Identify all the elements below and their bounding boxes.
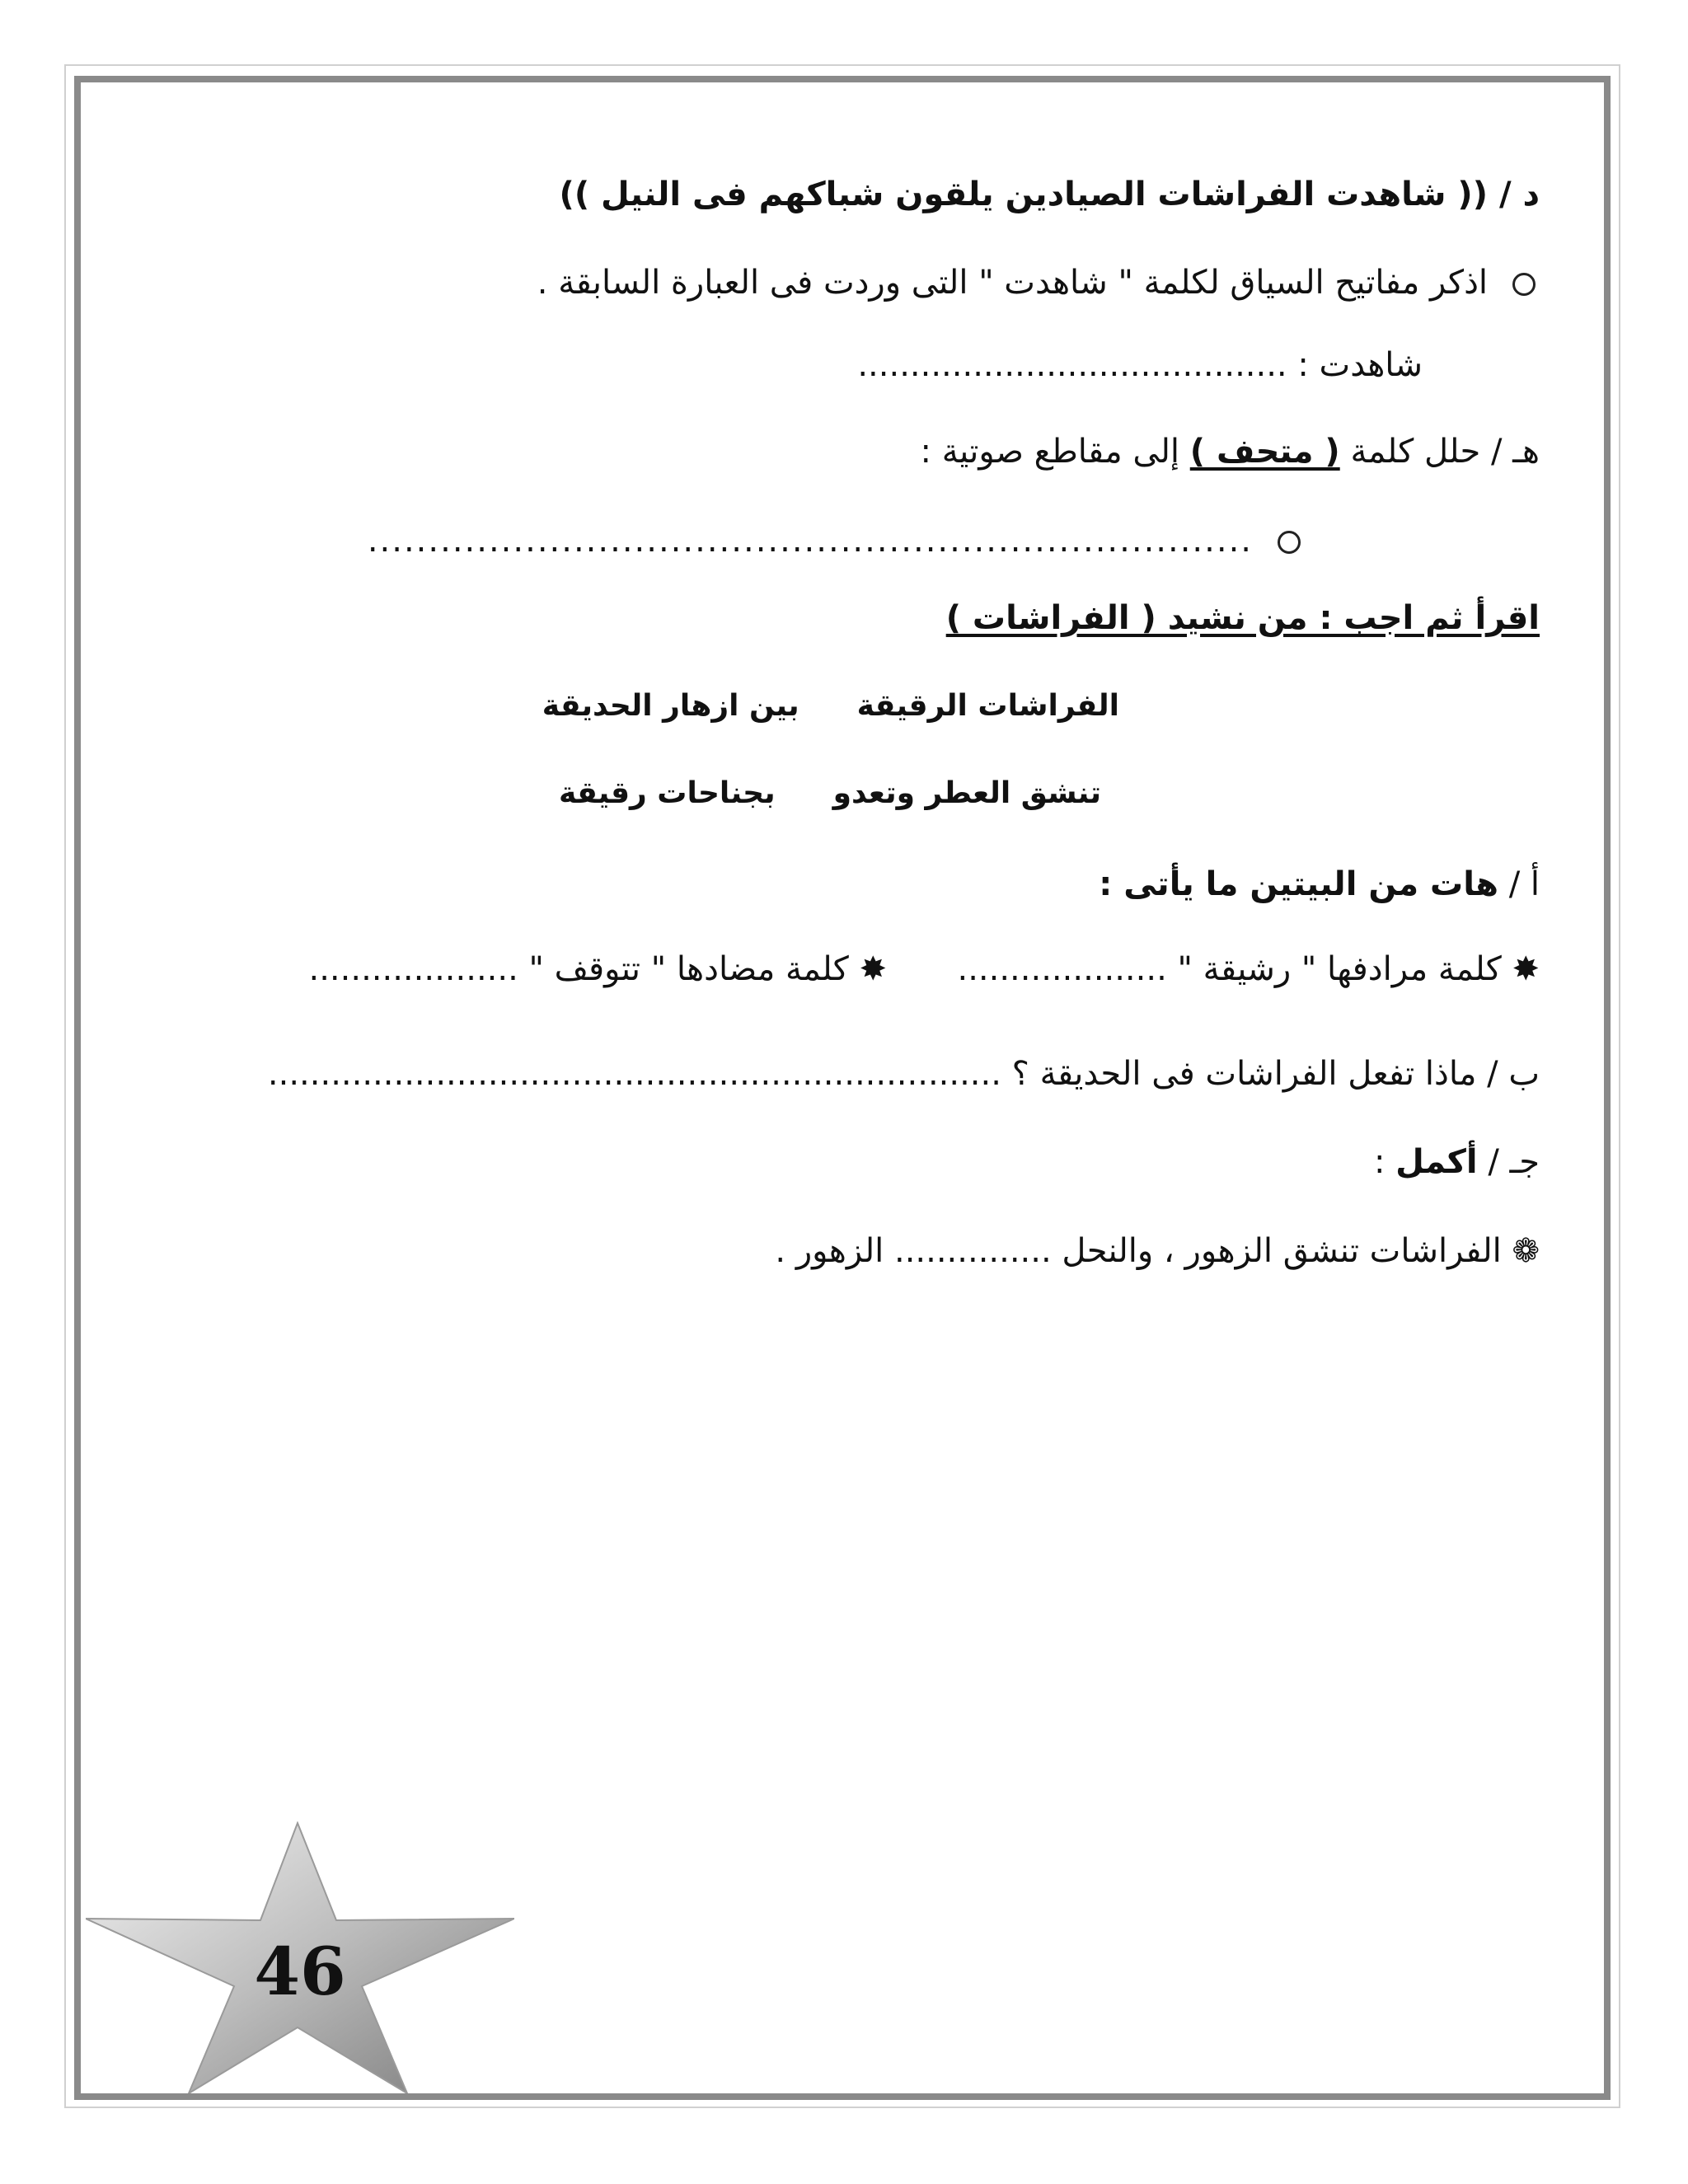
question-d-quote: (( شاهدت الفراشات الصيادين يلقون شباكهم فى النيل )) (559, 176, 1488, 213)
question-a-item-2: كلمة مضادها " تتوقف " .................... (308, 950, 849, 988)
asterisk-flower-icon: ❁ (1512, 1232, 1540, 1270)
question-a-items-row (309, 946, 1540, 992)
page-number: 46 (254, 1933, 346, 2010)
question-h-word: ( متحف ) (1189, 433, 1340, 471)
poem-line-1-part-2: بين ازهار الحديقة (542, 689, 799, 723)
question-j-colon: : (1373, 1143, 1386, 1181)
question-d-instruction-row (537, 260, 1536, 306)
question-d-answer-row (857, 342, 1423, 388)
hollow-circle-bullet-icon (1512, 273, 1536, 296)
six-point-star-icon: ✸ (859, 950, 888, 988)
question-h-prefix: هـ / حلل كلمة (1350, 433, 1540, 471)
page-number-badge (86, 1821, 514, 2093)
question-h-suffix: إلى مقاطع صوتية : (920, 433, 1180, 471)
question-a-text: هات من البيتين ما يأتى : (1099, 865, 1498, 903)
question-j-label: جـ / (1488, 1143, 1540, 1181)
question-d-label: د / (1498, 176, 1540, 213)
question-j-sentence-row (775, 1228, 1540, 1274)
question-a-label: أ / (1508, 865, 1540, 903)
question-d-title (560, 171, 1540, 218)
question-a-item-1: كلمة مرادفها " رشيقة " .................... (957, 950, 1502, 988)
poem-line-1-part-1: الفراشات الرقيقة (856, 689, 1119, 723)
question-a-title (1099, 861, 1540, 907)
question-d-answer-blank: ......................................... (857, 346, 1287, 384)
question-j-title (1374, 1139, 1540, 1185)
question-j-text: أكمل (1395, 1143, 1478, 1181)
poem-line-2 (559, 773, 1101, 814)
question-h-answer-blank: ......................................................................... (367, 522, 1253, 560)
poem-line-1 (542, 686, 1119, 727)
question-j-sentence: الفراشات تنشق الزهور ، والنحل ............... الزهور . (775, 1232, 1502, 1270)
section-title: اقرأ ثم اجب : من نشيد ( الفراشات ) (945, 599, 1540, 637)
question-h-row (921, 429, 1540, 475)
poem-line-2-part-2: بجناحات رقيقة (559, 776, 776, 810)
poem-line-2-part-1: تنشق العطر وتعدو (832, 776, 1101, 810)
six-point-star-icon: ✸ (1512, 950, 1540, 988)
question-b-row: ب / ماذا تفعل الفراشات فى الحديقة ؟ ...................................................................... (267, 1055, 1540, 1093)
question-h-answer-row (368, 518, 1301, 564)
hollow-circle-bullet-icon (1278, 531, 1301, 554)
question-d-instruction: اذكر مفاتيح السياق لكلمة " شاهدت " التى وردت فى العبارة السابقة . (537, 264, 1488, 302)
question-d-answer-label: شاهدت : (1297, 346, 1423, 384)
